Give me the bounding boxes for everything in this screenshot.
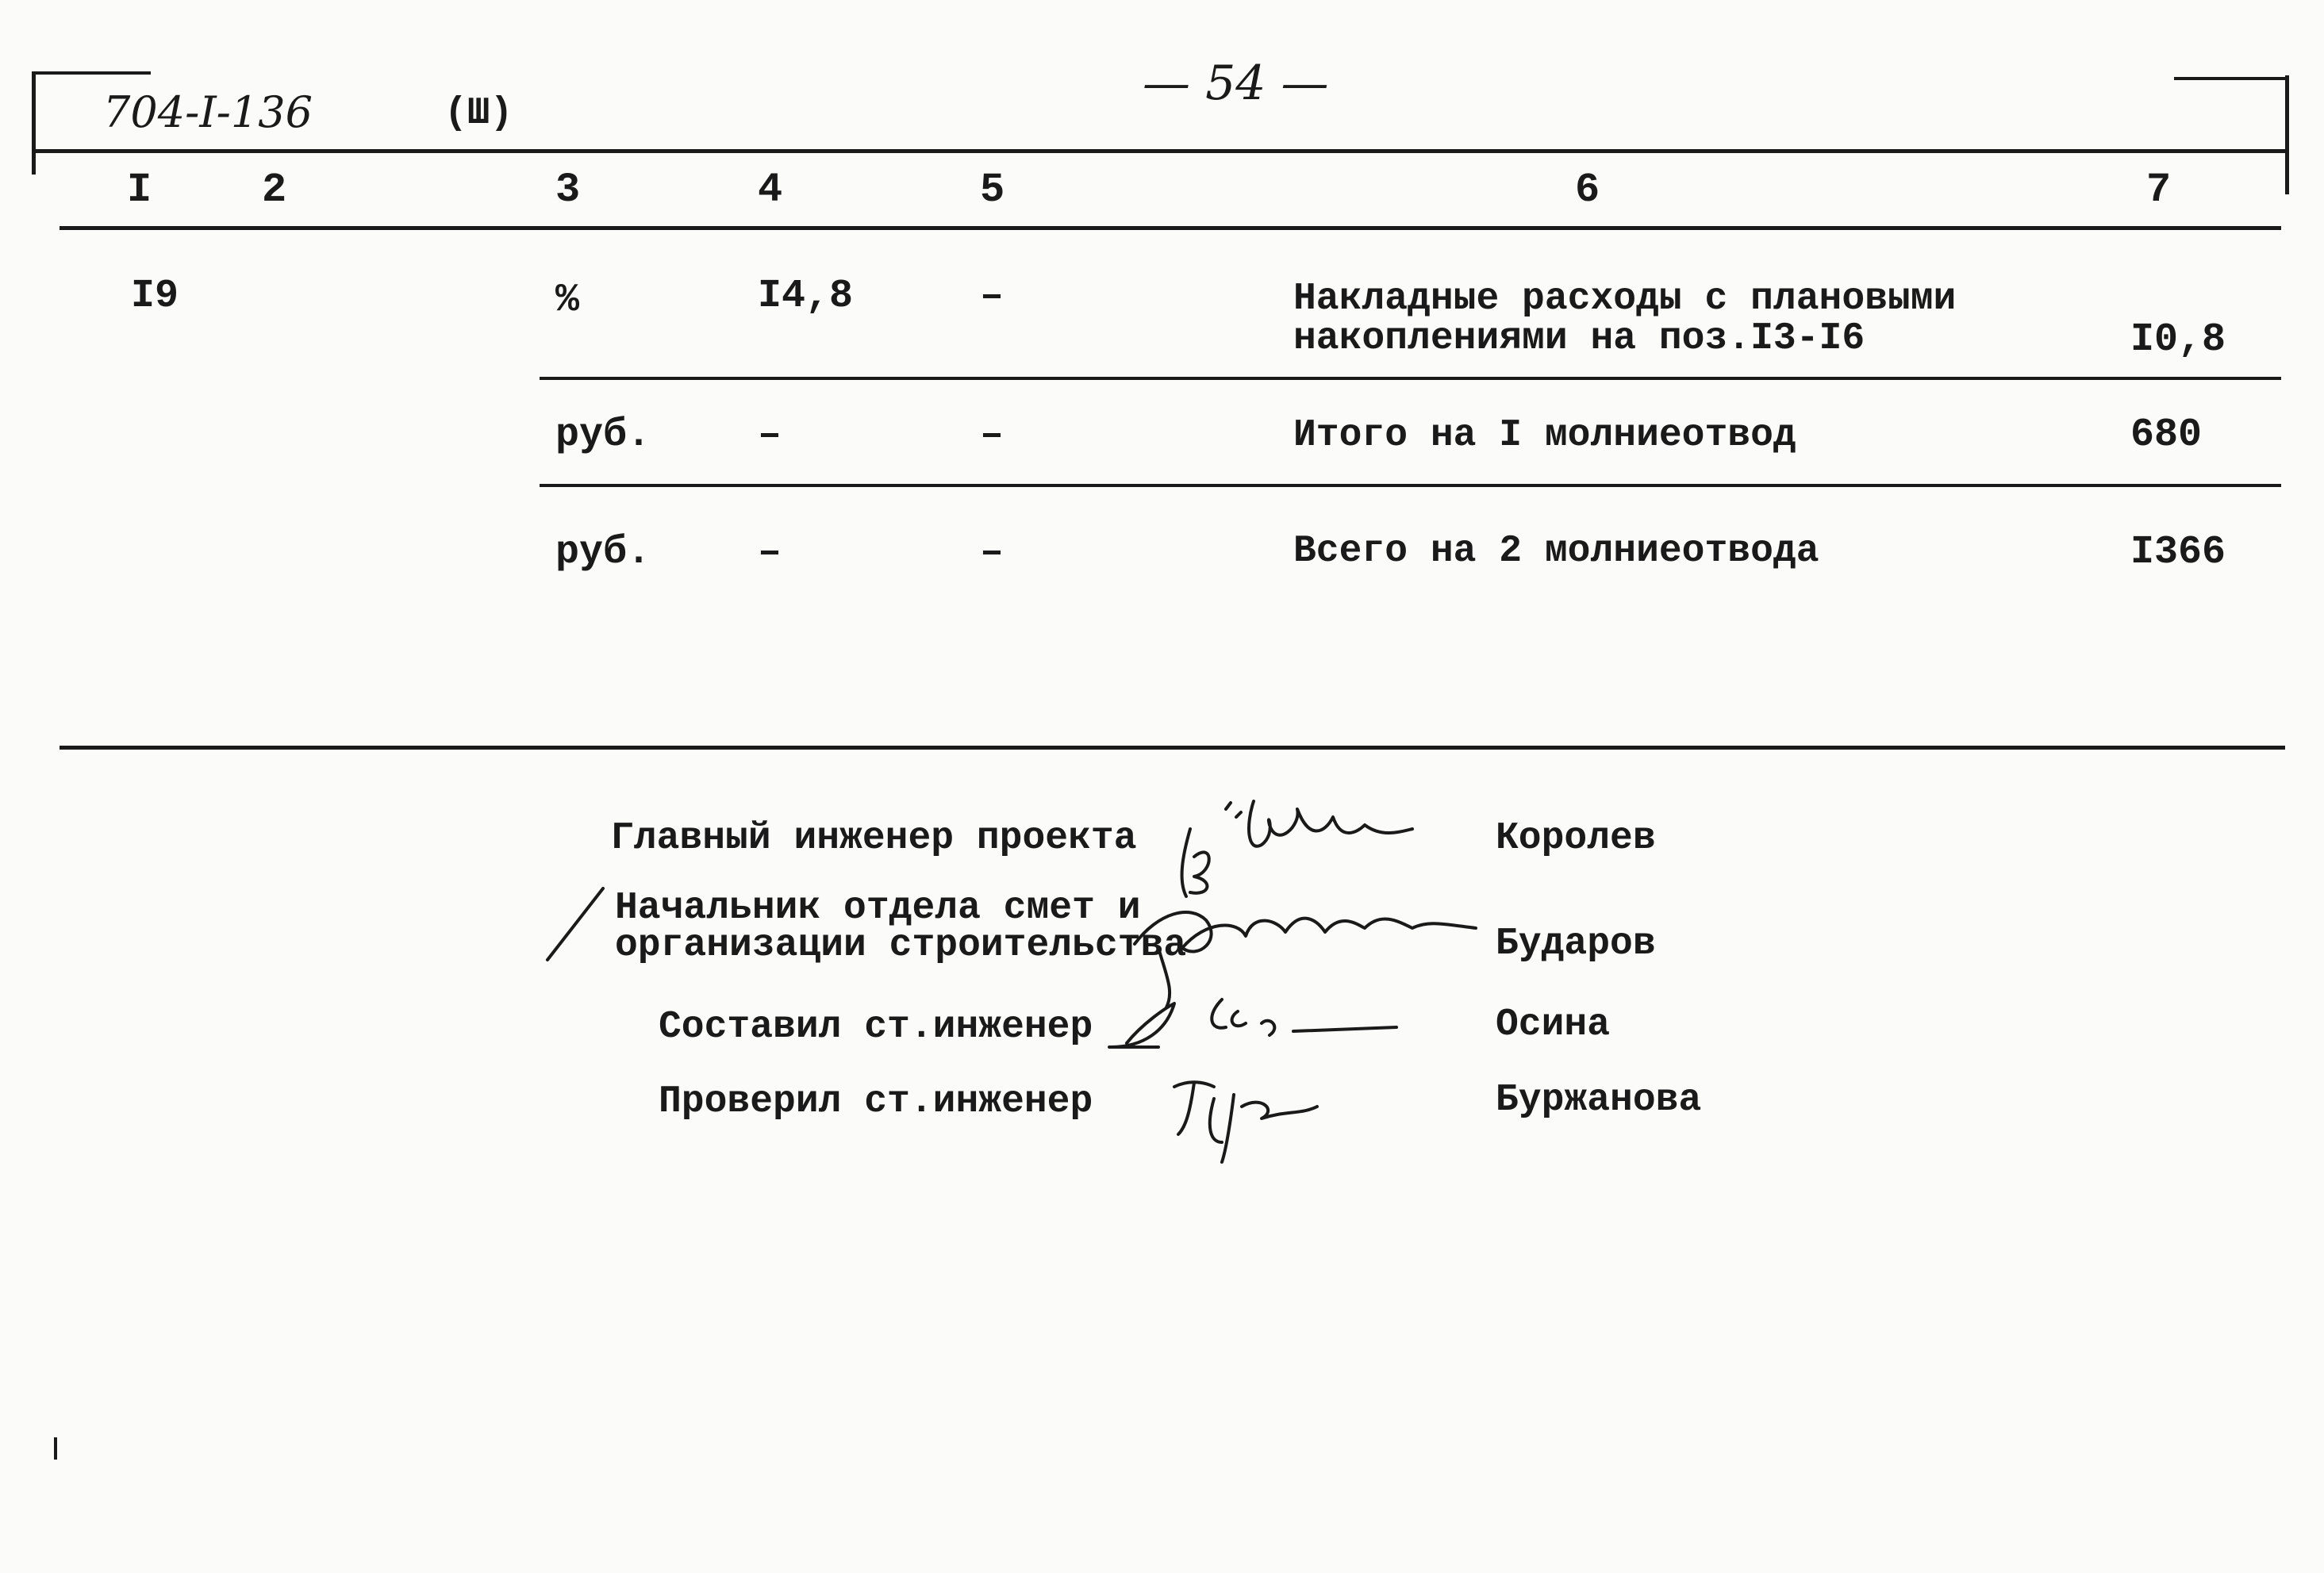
row-description: Итого на I молниеотвод (1293, 414, 1796, 457)
row-col5: – (980, 412, 1005, 458)
row-amount: I0,8 (2130, 317, 2226, 363)
row-rate: I4,8 (758, 274, 854, 319)
row-description: Накладные расходы с плановыми (1293, 278, 1957, 320)
row-unit: руб. (555, 530, 651, 575)
row-pos: I9 (131, 274, 179, 319)
row-rate: – (758, 530, 782, 575)
row-amount: 680 (2130, 412, 2203, 458)
signature-role-line2: организации строительства (615, 924, 1187, 967)
signature-role: Составил ст.инженер (659, 1006, 1093, 1049)
row-unit: % (555, 278, 580, 323)
row-rate: – (758, 412, 782, 458)
page-number: — 54 — (1143, 56, 1329, 111)
col-num-1: I (127, 167, 152, 213)
signature-name: Буржанова (1496, 1079, 1702, 1122)
signature-name: Осина (1496, 1003, 1611, 1046)
col-num-4: 4 (758, 167, 783, 213)
signature-name: Королев (1496, 817, 1656, 860)
col-num-7: 7 (2146, 167, 2172, 213)
col-num-5: 5 (980, 167, 1005, 213)
row-unit: руб. (555, 412, 651, 458)
col-num-3: 3 (555, 167, 581, 213)
signature-role: Главный инженер проекта (611, 817, 1137, 860)
section-mark: (Ш) (444, 92, 513, 135)
row-col5: – (980, 274, 1005, 319)
row-description-line2: накоплениями на поз.I3-I6 (1293, 317, 1865, 360)
signature-role: Проверил ст.инженер (659, 1080, 1093, 1123)
signature-name: Бударов (1496, 923, 1656, 965)
row-description: Всего на 2 молниеотвода (1293, 530, 1819, 573)
col-num-2: 2 (262, 167, 287, 213)
row-amount: I366 (2130, 530, 2226, 575)
col-num-6: 6 (1575, 167, 1600, 213)
signature-role: Начальник отдела смет и (615, 887, 1141, 930)
margin-mark (54, 1437, 57, 1460)
doc-code: 704-I-136 (103, 87, 313, 137)
row-col5: – (980, 530, 1005, 575)
